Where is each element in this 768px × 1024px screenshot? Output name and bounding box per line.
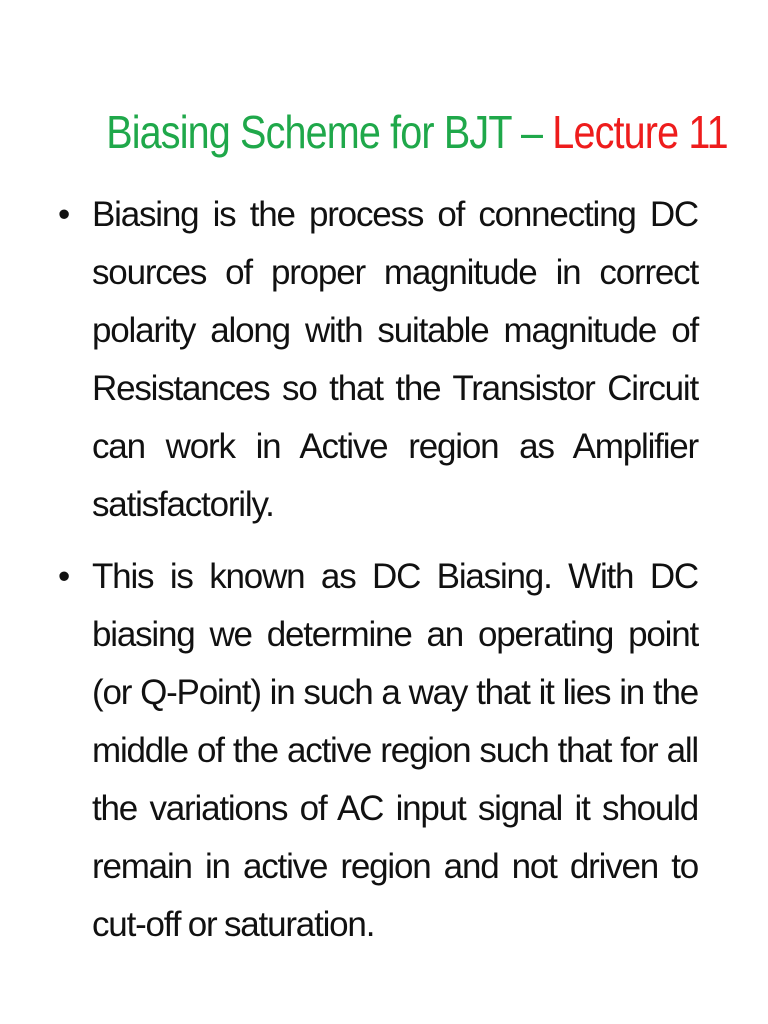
slide-title-lecture: Lecture 11 [552, 106, 728, 158]
slide-title [106, 100, 728, 164]
bullet-dot-icon: • [58, 195, 70, 234]
bullet-text-2: This is known as DC Biasing. With DC biasing we determine an operating point (or Q-Point) in such a way that it lies in the middle of the active region such that for all the variations of AC input signal it should remain in active region and not driven to cut-off or saturation. [92, 557, 698, 944]
bullet-list [58, 186, 698, 954]
bullet-item-1 [58, 186, 698, 534]
bullet-item-2 [58, 548, 698, 954]
bullet-dot-icon: • [58, 557, 70, 596]
bullet-text-1: Biasing is the process of connecting DC sources of proper magnitude in correct polarity along with suitable magnitude of Resistances so that the Transistor Circuit can work in Active region as Amplifier satisfactorily. [92, 195, 698, 524]
slide-title-main: Biasing Scheme for BJT – [106, 106, 553, 158]
